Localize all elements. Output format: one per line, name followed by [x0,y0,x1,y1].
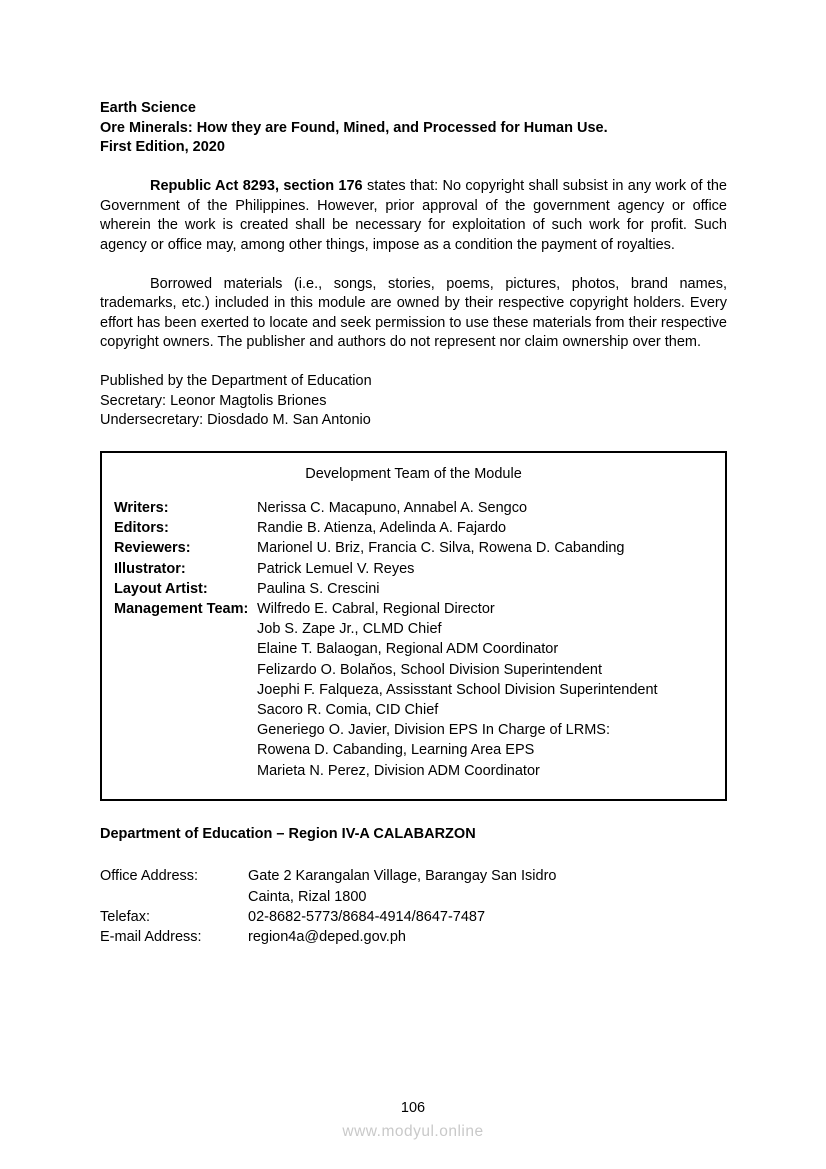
edition-line: First Edition, 2020 [100,139,225,155]
dev-team-label: Layout Artist: [114,580,208,597]
module-header [100,99,727,158]
contact-row-telefax [100,907,727,927]
contact-label: E-mail Address: [100,928,202,945]
contact-label: Office Address: [100,868,199,885]
copyright-paragraph-2: Borrowed materials (i.e., songs, stories, poems, pictures, photos, brand names, trademarks, etc.) included in this module are owned by their respective copyright holders. Every effort has been exerted to locate and seek permission to use these materials from their respective copyright owners. The publisher and authors do not represent nor claim ownership over them. [100,275,727,350]
page-footer [0,1099,826,1141]
contact-row-office-address [100,866,727,906]
dev-team-value [257,579,713,599]
dev-team-label: Reviewers: [114,540,191,557]
dev-team-value [257,559,713,579]
subject-title: Earth Science [100,100,196,116]
contact-value [248,927,727,947]
dev-team-row-management-team [114,599,713,781]
dev-team-value [257,599,713,781]
copyright-paragraph-1-text: states that: No copyright shall subsist in any work of the Government of the Philippines. However, prior approval of the government agency or office wherein the work is created shall be necessary for exploitation of such work for profit. Such agency or office may, among other things, impose as a condition the payment of royalties. [100,178,727,253]
dev-team-row-layout-artist [114,579,713,599]
development-team-box [100,451,727,801]
page-content [100,99,727,947]
dev-team-line: Elaine T. Balaogan, Regional ADM Coordinator [257,641,559,658]
published-by-line: Published by the Department of Education [100,373,372,389]
contact-value [248,907,727,927]
dev-team-line: Patrick Lemuel V. Reyes [257,560,415,577]
dev-team-line: Job S. Zape Jr., CLMD Chief [257,621,442,638]
secretary-line: Secretary: Leonor Magtolis Briones [100,392,327,409]
dev-team-line: Marieta N. Perez, Division ADM Coordinator [257,762,540,779]
dev-team-row-editors [114,518,713,538]
publisher-block [100,372,727,431]
dev-team-value [257,538,713,558]
dev-team-row-writers [114,498,713,518]
contact-row-email [100,927,727,947]
page-number: 106 [400,1100,426,1116]
contact-line: 02-8682-5773/8684-4914/8647-7487 [248,908,486,925]
dev-team-line: Randie B. Atienza, Adelinda A. Fajardo [257,520,507,537]
dev-team-label: Editors: [114,520,169,537]
dev-team-line: Felizardo O. Bolaňos, School Division Superintendent [257,661,602,678]
dev-team-line: Marionel U. Briz, Francia C. Silva, Rowena D. Cabanding [257,540,625,557]
dev-team-line: Joephi F. Falqueza, Assisstant School Division Superintendent [257,681,658,698]
dev-team-label: Illustrator: [114,560,186,577]
module-title: Ore Minerals: How they are Found, Mined, and Processed for Human Use. [100,119,608,136]
undersecretary-line: Undersecretary: Diosdado M. San Antonio [100,412,371,428]
contact-line: region4a@deped.gov.ph [248,928,406,945]
dev-team-label: Management Team: [114,601,249,618]
contact-block [100,866,727,947]
dev-team-line: Rowena D. Cabanding, Learning Area EPS [257,742,535,759]
contact-line: Gate 2 Karangalan Village, Barangay San Isidro [248,868,557,885]
dev-team-value [257,498,713,518]
dev-team-label: Writers: [114,500,169,516]
dev-team-line: Nerissa C. Macapuno, Annabel A. Sengco [257,500,528,516]
dev-team-line: Generiego O. Javier, Division EPS In Charge of LRMS: [257,722,610,739]
watermark-text: www.modyul.online [342,1122,484,1140]
dev-team-row-illustrator [114,559,713,579]
contact-value [248,866,727,906]
region-heading: Department of Education – Region IV-A CALABARZON [100,825,476,842]
dev-team-row-reviewers [114,538,713,558]
contact-line: Cainta, Rizal 1800 [248,888,367,905]
copyright-paragraph-1 [100,177,727,255]
dev-team-line: Wilfredo E. Cabral, Regional Director [257,601,495,618]
development-team-title: Development Team of the Module [305,465,522,482]
dev-team-line: Paulina S. Crescini [257,580,380,597]
republic-act-reference: Republic Act 8293, section 176 [150,178,363,194]
contact-label: Telefax: [100,908,150,925]
dev-team-value [257,518,713,538]
dev-team-line: Sacoro R. Comia, CID Chief [257,702,439,719]
